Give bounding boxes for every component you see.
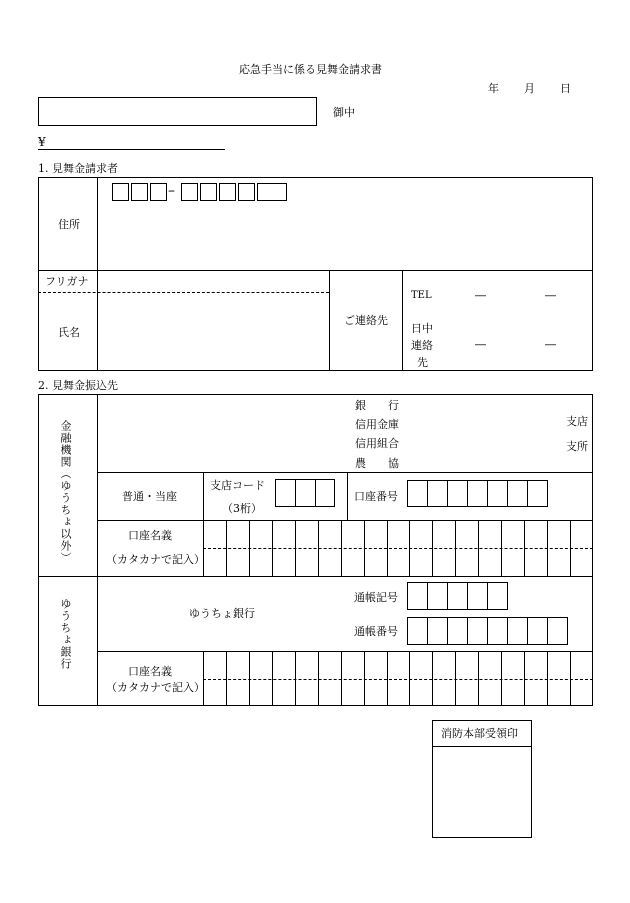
name-label: 氏名: [58, 326, 80, 339]
day-contact-dash: ―: [475, 338, 486, 351]
day-contact-label: 連絡: [411, 339, 433, 352]
bank-type: 農 協: [355, 457, 399, 470]
recipient-field[interactable]: [38, 97, 317, 126]
account-number-digit[interactable]: [467, 480, 488, 507]
section1-heading: 1. 見舞金請求者: [38, 162, 118, 175]
tel-label: TEL: [411, 290, 432, 301]
section2-heading: 2. 見舞金振込先: [38, 379, 118, 392]
branch-code-digit[interactable]: [275, 479, 296, 507]
tel-dash: ―: [545, 289, 556, 302]
passbook-number-digit[interactable]: [427, 617, 448, 645]
yucho-bank-name: ゆうちょ銀行: [189, 607, 255, 620]
postal-digit-box[interactable]: [219, 183, 236, 201]
contact-label: ご連絡先: [344, 314, 388, 327]
name-field[interactable]: [98, 294, 328, 370]
day-contact-label: 日中: [411, 322, 433, 335]
passbook-number-digit[interactable]: [547, 617, 568, 645]
page-title: 応急手当に係る見舞金請求書: [239, 63, 382, 76]
account-number-digit[interactable]: [487, 480, 508, 507]
day-contact-label: 先: [417, 356, 428, 369]
postal-digit-box[interactable]: [181, 183, 198, 201]
bank-type: 銀 行: [355, 399, 399, 412]
account-number-digit[interactable]: [447, 480, 468, 507]
date-day-label: 日: [560, 82, 571, 95]
postal-digit-box[interactable]: [112, 183, 129, 201]
amount-prefix: ¥: [38, 135, 46, 149]
yucho-group-label: ゆうちょ銀行: [59, 598, 72, 670]
passbook-symbol-digit[interactable]: [487, 582, 508, 610]
branch-code-digit[interactable]: [295, 479, 316, 507]
bank-group-label: 金融機関（ゆうちょ以外）: [59, 420, 72, 564]
furigana-field[interactable]: [98, 271, 328, 292]
passbook-symbol-digit[interactable]: [407, 582, 428, 610]
tel-dash: ―: [475, 289, 486, 302]
recipient-suffix: 御中: [333, 106, 355, 119]
day-contact-dash: ―: [545, 338, 556, 351]
postal-digit-box[interactable]: [200, 183, 217, 201]
date-year-label: 年: [488, 82, 499, 95]
passbook-number-digit[interactable]: [507, 617, 528, 645]
holder-label: 口座名義: [128, 529, 172, 542]
branch-type: 支店: [566, 415, 588, 428]
yucho-holder-name-grid[interactable]: [203, 651, 593, 706]
account-number-digit[interactable]: [507, 480, 528, 507]
branch-code-label: 支店コード: [210, 479, 265, 492]
passbook-number-digit[interactable]: [467, 617, 488, 645]
branch-type: 支所: [566, 440, 588, 453]
name-grid-midline: [203, 548, 593, 549]
passbook-symbol-digit[interactable]: [467, 582, 488, 610]
bank-name-field[interactable]: [98, 395, 348, 471]
passbook-symbol-digit[interactable]: [447, 582, 468, 610]
name-grid-midline: [203, 679, 593, 680]
furigana-label: フリガナ: [45, 275, 89, 288]
account-number-label: 口座番号: [354, 490, 398, 503]
postal-dash: –: [168, 183, 175, 199]
passbook-number-digit[interactable]: [447, 617, 468, 645]
passbook-number-digit[interactable]: [527, 617, 548, 645]
receipt-stamp-area[interactable]: [433, 747, 531, 837]
account-type-label: 普通・当座: [122, 490, 177, 503]
passbook-symbol-digit[interactable]: [427, 582, 448, 610]
holder-note: （カタカナで記入）: [106, 553, 205, 566]
postal-digit-box[interactable]: [131, 183, 148, 201]
holder-name-grid[interactable]: [203, 520, 593, 576]
account-number-digit[interactable]: [527, 480, 548, 507]
account-number-digit[interactable]: [407, 480, 428, 507]
passbook-number-digit[interactable]: [407, 617, 428, 645]
date-month-label: 月: [524, 82, 535, 95]
bank-type: 信用組合: [355, 437, 399, 450]
postal-digit-box[interactable]: [257, 183, 287, 201]
address-label: 住所: [58, 218, 80, 231]
postal-digit-box[interactable]: [238, 183, 255, 201]
yucho-holder-note: （カタカナで記入）: [106, 681, 205, 694]
receipt-stamp-label: 消防本部受領印: [441, 727, 518, 740]
amount-underline[interactable]: [38, 149, 225, 150]
passbook-symbol-label: 通帳記号: [354, 591, 398, 604]
account-number-digit[interactable]: [427, 480, 448, 507]
postal-digit-box[interactable]: [150, 183, 167, 201]
passbook-number-label: 通帳番号: [354, 625, 398, 638]
branch-code-note: （3桁）: [222, 502, 262, 515]
bank-type: 信用金庫: [355, 418, 399, 431]
address-field[interactable]: [98, 208, 592, 269]
passbook-number-digit[interactable]: [487, 617, 508, 645]
branch-code-digit[interactable]: [315, 479, 335, 507]
yucho-holder-label: 口座名義: [128, 665, 172, 678]
